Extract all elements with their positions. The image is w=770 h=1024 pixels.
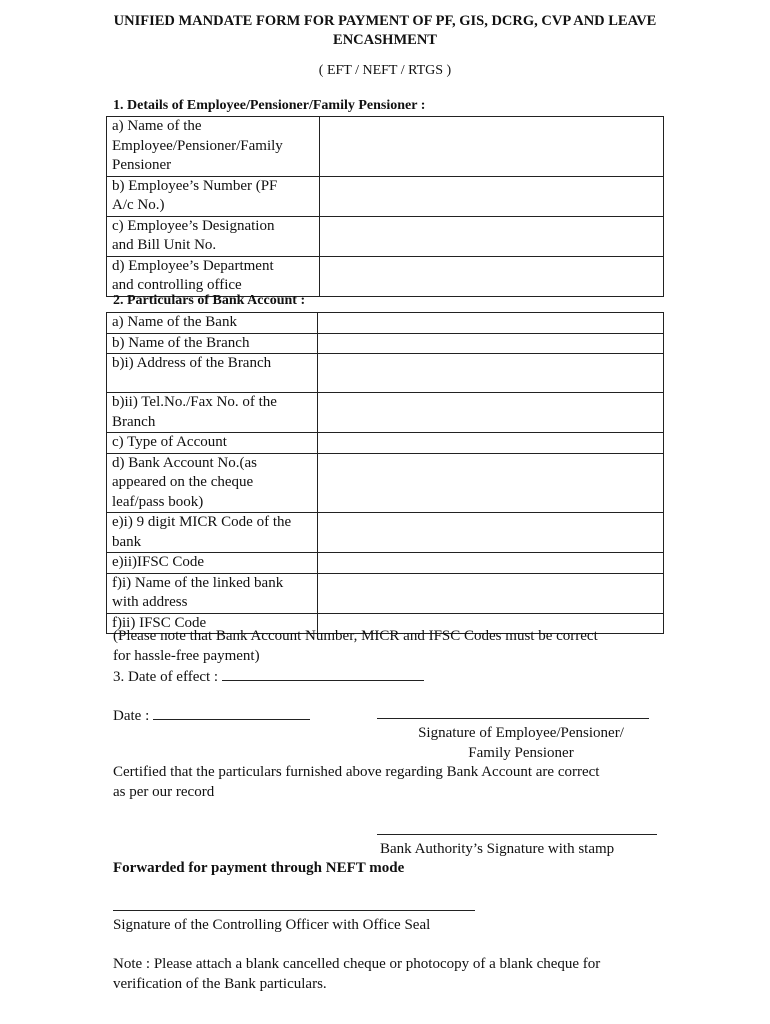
table-row [107, 513, 664, 553]
field-label [107, 313, 318, 334]
form-title-line2: ENCASHMENT [333, 32, 437, 48]
label-line: b)i) Address of the Branch [112, 355, 272, 371]
label-line: e)ii)IFSC Code [112, 554, 205, 570]
employee-details-table [106, 116, 664, 297]
bank-signature-line[interactable] [377, 834, 657, 835]
label-line: appeared on the cheque [112, 474, 254, 490]
date-field[interactable] [153, 705, 310, 720]
label-line: Branch [112, 413, 156, 430]
caption-line: Signature of Employee/Pensioner/ [418, 725, 624, 741]
department-field[interactable] [320, 256, 664, 296]
table-row [107, 354, 664, 393]
account-type-field[interactable] [318, 433, 664, 454]
field-label [107, 453, 318, 513]
controlling-officer-signature-line[interactable] [113, 910, 475, 911]
label-line: b) Name of the Branch [112, 334, 250, 351]
label-line: a) Name of the [112, 118, 202, 134]
employee-signature-line[interactable] [377, 718, 649, 719]
table-row [107, 313, 664, 334]
table-row [107, 453, 664, 513]
note-line: for hassle-free payment) [113, 647, 260, 664]
designation-field[interactable] [320, 216, 664, 256]
label-line: leaf/pass book) [112, 493, 204, 510]
label-line: b) Employee’s Number (PF [112, 177, 278, 194]
note-line: Note : Please attach a blank cancelled cheque or photocopy of a blank cheque for [113, 956, 601, 972]
table-row [107, 256, 664, 296]
label-line: and controlling office [112, 277, 242, 293]
table-row [107, 433, 664, 454]
label-line: c) Type of Account [112, 434, 227, 450]
branch-address-field[interactable] [318, 354, 664, 393]
label-line: d) Bank Account No.(as [112, 454, 257, 471]
label-line: bank [112, 533, 142, 550]
label-line: Pensioner [112, 157, 172, 173]
bank-name-field[interactable] [318, 313, 664, 334]
ifsc-code-field[interactable] [318, 553, 664, 574]
field-label [107, 433, 318, 454]
branch-name-field[interactable] [318, 333, 664, 354]
table-row [107, 176, 664, 216]
label-line: f)ii) IFSC Code [112, 614, 207, 631]
field-label [107, 176, 320, 216]
bank-details-table [106, 312, 664, 634]
label-line: a) Name of the Bank [112, 314, 237, 330]
field-label [107, 393, 318, 433]
label-line: A/c No.) [112, 197, 165, 213]
form-title-line1: UNIFIED MANDATE FORM FOR PAYMENT OF PF, GIS, DCRG, CVP AND LEAVE [113, 13, 657, 29]
label-line: d) Employee’s Department [112, 257, 274, 274]
label-line: e)i) 9 digit MICR Code of the [112, 514, 292, 530]
certification-line: Certified that the particulars furnished above regarding Bank Account are correct [113, 764, 600, 780]
employee-signature-caption [377, 724, 665, 763]
table-row [107, 553, 664, 574]
controlling-officer-caption: Signature of the Controlling Officer with Office Seal [113, 917, 431, 933]
forwarded-text: Forwarded for payment through NEFT mode [113, 860, 405, 876]
label-line: b)ii) Tel.No./Fax No. of the [112, 394, 277, 410]
section2-heading: 2. Particulars of Bank Account : [113, 293, 306, 308]
date-of-effect [113, 666, 424, 688]
bank-signature-caption: Bank Authority’s Signature with stamp [380, 841, 615, 857]
label-line: c) Employee’s Designation [112, 217, 275, 234]
table-row [107, 333, 664, 354]
certification-text [113, 763, 599, 802]
linked-bank-field[interactable] [318, 573, 664, 613]
field-label [107, 216, 320, 256]
caption-line: Family Pensioner [468, 744, 574, 761]
form-subtitle: ( EFT / NEFT / RTGS ) [318, 63, 452, 78]
field-label [107, 256, 320, 296]
form-title [0, 12, 770, 50]
table-row [107, 117, 664, 177]
field-label [107, 333, 318, 354]
date-of-effect-field[interactable] [222, 666, 424, 681]
label-line: f)i) Name of the linked bank [112, 574, 284, 591]
note-line: (Please note that Bank Account Number, MICR and IFSC Codes must be correct [113, 628, 598, 644]
field-label [107, 553, 318, 574]
employee-number-field[interactable] [320, 176, 664, 216]
field-label [107, 117, 320, 177]
micr-code-field[interactable] [318, 513, 664, 553]
note-line: verification of the Bank particulars. [113, 975, 327, 992]
bank-note [113, 627, 598, 666]
section1-heading: 1. Details of Employee/Pensioner/Family Pensioner : [113, 98, 426, 113]
label-line: and Bill Unit No. [112, 237, 217, 253]
attachment-note [113, 955, 600, 994]
account-number-field[interactable] [318, 453, 664, 513]
label-line: Employee/Pensioner/Family [112, 137, 283, 154]
date-row [113, 705, 310, 727]
table-row [107, 216, 664, 256]
branch-phone-field[interactable] [318, 393, 664, 433]
field-label [107, 573, 318, 613]
field-label [107, 513, 318, 553]
employee-name-field[interactable] [320, 117, 664, 177]
certification-line: as per our record [113, 783, 215, 800]
field-label [107, 354, 318, 393]
table-row [107, 573, 664, 613]
date-of-effect-label: 3. Date of effect : [113, 669, 219, 685]
date-label: Date : [113, 708, 150, 724]
label-line: with address [112, 594, 188, 610]
table-row [107, 393, 664, 433]
